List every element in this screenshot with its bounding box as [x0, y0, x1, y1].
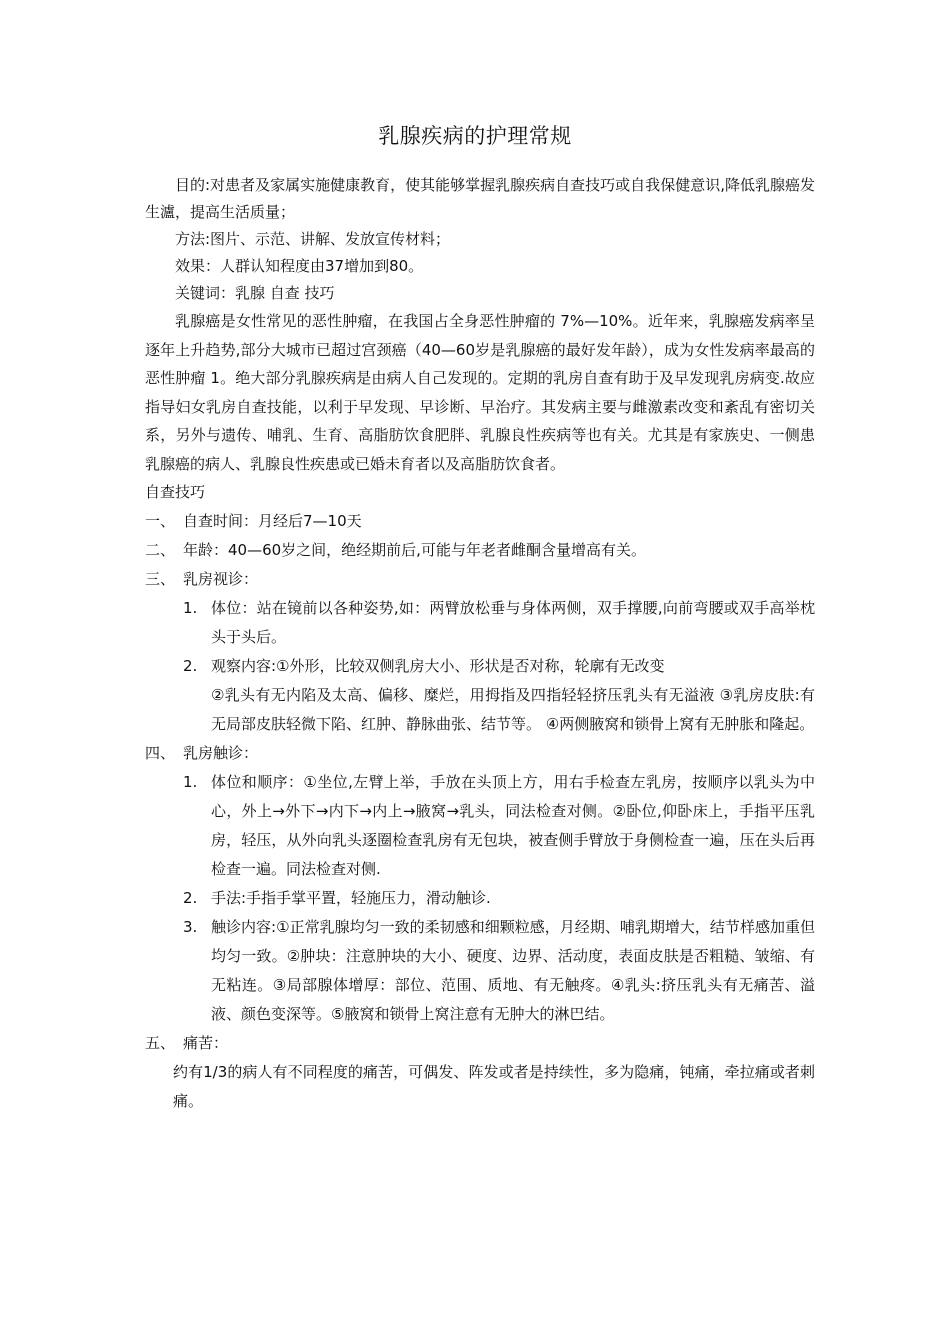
list-number: 2. — [183, 657, 198, 675]
section-text: 自查时间：月经后7—10天 — [183, 512, 362, 530]
purpose-paragraph: 目的:对患者及家属实施健康教育，使其能够掌握乳腺疾病自查技巧或自我保健意识,降低乳腺癌发生瀘，提高生活质量； — [145, 176, 815, 221]
list-item — [183, 594, 815, 652]
list-text: 体位和顺序：①坐位,左臂上举，手放在头顶上方，用右手检查左乳房，按顺序以乳头为中心，外上→外下→内下→内上→腋窝→乳头，同法检查对侧。②卧位,仰卧床上，手指平压乳房，轻压，从外向乳头逐圈检查乳房有无包块，被查侧手臂放于身侧检查一遍，压在头后再检查一遍。同法检查对侧. — [211, 773, 815, 878]
section-item — [145, 565, 815, 594]
document-body — [145, 172, 815, 1116]
keywords-paragraph: 关键词：乳腺 自查 技巧 — [175, 284, 335, 302]
effect-paragraph: 效果：人群认知程度由37增加到80。 — [175, 257, 424, 275]
section-heading: 自查技巧 — [145, 483, 206, 501]
list-continuation: ②乳头有无内陷及太高、偏移、糜烂，用拇指及四指轻轻挤压乳头有无溢液 ③乳房皮肤:有无局部皮肤轻微下陷、红肿、静脉曲张、结节等。 ④两侧腋窝和锁骨上窝有无肿胀和隆起。 — [211, 686, 815, 733]
list-item — [183, 652, 815, 681]
list-number: 2. — [183, 889, 198, 907]
method-paragraph: 方法:图片、示范、讲解、发放宣传材料； — [175, 230, 451, 248]
list-text: 观察内容:①外形，比较双侧乳房大小、形状是否对称，轮廓有无改变 — [211, 657, 665, 675]
list-item — [183, 768, 815, 884]
section-text: 乳房视诊： — [183, 570, 259, 588]
section-item — [145, 1029, 815, 1058]
section-item — [145, 507, 815, 536]
list-text: 手法:手指手掌平置，轻施压力，滑动触诊. — [211, 889, 491, 907]
section-number: 五、 — [145, 1034, 176, 1052]
list-text: 触诊内容:①正常乳腺均匀一致的柔韧感和细颗粒感，月经期、哺乳期增大，结节样感加重但均匀一致。②肿块：注意肿块的大小、硬度、边界、活动度，表面皮肤是否粗糙、皱缩、有无粘连。③局部腺体增厚：部位、范围、质地、有无触疼。④乳头:挤压乳头有无痛苦、溢液、颜色变深等。⑤腋窝和锁骨上窝注意有无肿大的淋巴结。 — [211, 918, 815, 1023]
document-title: 乳腺疾病的护理常规 — [378, 124, 572, 148]
section-number: 四、 — [145, 744, 176, 762]
list-number: 1. — [183, 773, 198, 791]
section-number: 二、 — [145, 541, 176, 559]
section-text: 乳房触诊： — [183, 744, 259, 762]
section-number: 一、 — [145, 512, 176, 530]
list-number: 1. — [183, 599, 198, 617]
section-text: 年龄：40—60岁之间，绝经期前后,可能与年老者雌酮含量增高有关。 — [183, 541, 646, 559]
pain-paragraph: 约有1/3的病人有不同程度的痛苦，可偶发、阵发或者是持续性，多为隐痛，钝痛，牵拉痛或者刺痛。 — [173, 1063, 815, 1110]
section-item — [145, 536, 815, 565]
section-item — [145, 739, 815, 768]
list-item — [183, 884, 815, 913]
list-item — [183, 913, 815, 1029]
list-number: 3. — [183, 918, 198, 936]
main-paragraph: 乳腺癌是女性常见的恶性肿瘤，在我国占全身恶性肿瘤的 7%—10%。近年来，乳腺癌发病率呈逐年上升趋势,部分大城市已超过宫颈癌（40—60岁是乳腺癌的最好发年龄），成为女性发病率最高的恶性肿瘤 1。绝大部分乳腺疾病是由病人自己发现的。定期的乳房自查有助于及早发现乳房病变.故应指导妇女乳房自查技能，以利于早发现、早诊断、早治疗。其发病主要与雌激素改变和紊乱有密切关系，另外与遗传、哺乳、生育、高脂肪饮食肥胖、乳腺良性疾病等也有关。尤其是有家族史、一侧患乳腺癌的病人、乳腺良性疾患或已婚未育者以及高脂肪饮食者。 — [145, 312, 815, 473]
section-number: 三、 — [145, 570, 176, 588]
list-text: 体位：站在镜前以各种姿势,如：两臂放松垂与身体两侧，双手撑腰,向前弯腰或双手高举枕头于头后。 — [211, 599, 815, 646]
section-text: 痛苦： — [183, 1034, 229, 1052]
